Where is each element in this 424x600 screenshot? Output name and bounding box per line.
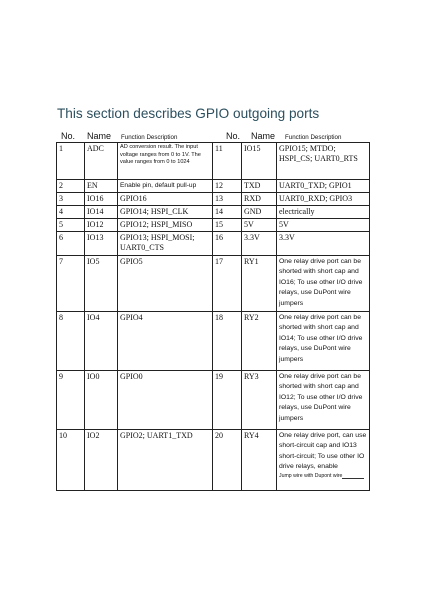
pin-number: 18 (213, 312, 242, 371)
pin-number: 12 (213, 180, 242, 193)
pin-function: GPIO15; MTDO; HSPI_CS; UART0_RTS (277, 143, 370, 180)
pin-number: 8 (57, 312, 85, 371)
table-row (57, 312, 370, 371)
pin-function-text: One relay drive port, can use short-circuit cap and IO13 short-circuit; To use other IO drive relays, enable (279, 432, 367, 471)
pin-function: GPIO2; UART1_TXD (118, 430, 213, 491)
pin-number: 1 (57, 143, 85, 180)
pin-function: One relay drive port can be shorted with short cap and IO12; To use other I/O drive relays, use DuPont wire jumpers (277, 371, 370, 430)
pin-function: Enable pin, default pull-up (118, 180, 213, 193)
pin-function: GPIO12; HSPI_MISO (118, 219, 213, 232)
pin-function: GPIO4 (118, 312, 213, 371)
pin-function: 3.3V (277, 232, 370, 256)
pin-function: One relay drive port can be shorted with short cap and IO16; To use other I/O drive relays, use DuPont wire jumpers (277, 256, 370, 312)
pin-number: 16 (213, 232, 242, 256)
table-row (57, 180, 370, 193)
pin-name: GND (242, 206, 277, 219)
table-row (57, 193, 370, 206)
pin-function: GPIO14; HSPI_CLK (118, 206, 213, 219)
pin-name: IO5 (85, 256, 118, 312)
pin-function: GPIO5 (118, 256, 213, 312)
pin-name: RY3 (242, 371, 277, 430)
pin-name: 5V (242, 219, 277, 232)
table-row (57, 256, 370, 312)
page-title: This section describes GPIO outgoing ports (57, 106, 320, 121)
pin-name: IO12 (85, 219, 118, 232)
pin-name: TXD (242, 180, 277, 193)
pin-name: IO4 (85, 312, 118, 371)
pin-function: One relay drive port can be shorted with short cap and IO14; To use other I/O drive relays, use DuPont wire jumpers (277, 312, 370, 371)
gpio-table (56, 142, 370, 491)
header-name-right: Name (251, 131, 276, 141)
pin-function: AD conversion result. The input voltage ranges from 0 to 1V. The value ranges from 0 to 1024 (118, 143, 213, 180)
pin-number: 20 (213, 430, 242, 491)
pin-number: 6 (57, 232, 85, 256)
pin-number: 7 (57, 256, 85, 312)
pin-number: 5 (57, 219, 85, 232)
pin-number: 11 (213, 143, 242, 180)
pin-name: RY4 (242, 430, 277, 491)
pin-name: RY1 (242, 256, 277, 312)
pin-name: IO15 (242, 143, 277, 180)
pin-number: 13 (213, 193, 242, 206)
pin-function: GPIO16 (118, 193, 213, 206)
pin-name: ADC (85, 143, 118, 180)
pin-number: 19 (213, 371, 242, 430)
pin-function-note: Jump wire with Dupont wire (279, 472, 343, 479)
pin-number: 9 (57, 371, 85, 430)
table-row (57, 219, 370, 232)
header-function-left: Function Description (121, 134, 178, 141)
pin-number: 4 (57, 206, 85, 219)
pin-number: 10 (57, 430, 85, 491)
underline-mark (342, 478, 364, 479)
pin-function: UART0_TXD; GPIO1 (277, 180, 370, 193)
pin-name: IO14 (85, 206, 118, 219)
pin-function (277, 430, 370, 491)
pin-function: electrically (277, 206, 370, 219)
pin-function: GPIO0 (118, 371, 213, 430)
pin-name: RY2 (242, 312, 277, 371)
pin-name: IO16 (85, 193, 118, 206)
pin-name: IO0 (85, 371, 118, 430)
table-row (57, 143, 370, 180)
pin-function: 5V (277, 219, 370, 232)
pin-number: 17 (213, 256, 242, 312)
pin-function: GPIO13; HSPI_MOSI; UART0_CTS (118, 232, 213, 256)
pin-number: 3 (57, 193, 85, 206)
pin-name: IO2 (85, 430, 118, 491)
table-row (57, 371, 370, 430)
table-row (57, 430, 370, 491)
table-row (57, 206, 370, 219)
pin-number: 14 (213, 206, 242, 219)
pin-number: 15 (213, 219, 242, 232)
header-no-right: No. (226, 131, 241, 141)
pin-name: IO13 (85, 232, 118, 256)
pin-name: RXD (242, 193, 277, 206)
pin-number: 2 (57, 180, 85, 193)
pin-name: EN (85, 180, 118, 193)
pin-function: UART0_RXD; GPIO3 (277, 193, 370, 206)
header-no-left: No. (61, 131, 76, 141)
table-row (57, 232, 370, 256)
header-name-left: Name (87, 131, 112, 141)
header-function-right: Function Description (285, 134, 342, 141)
pin-name: 3.3V (242, 232, 277, 256)
